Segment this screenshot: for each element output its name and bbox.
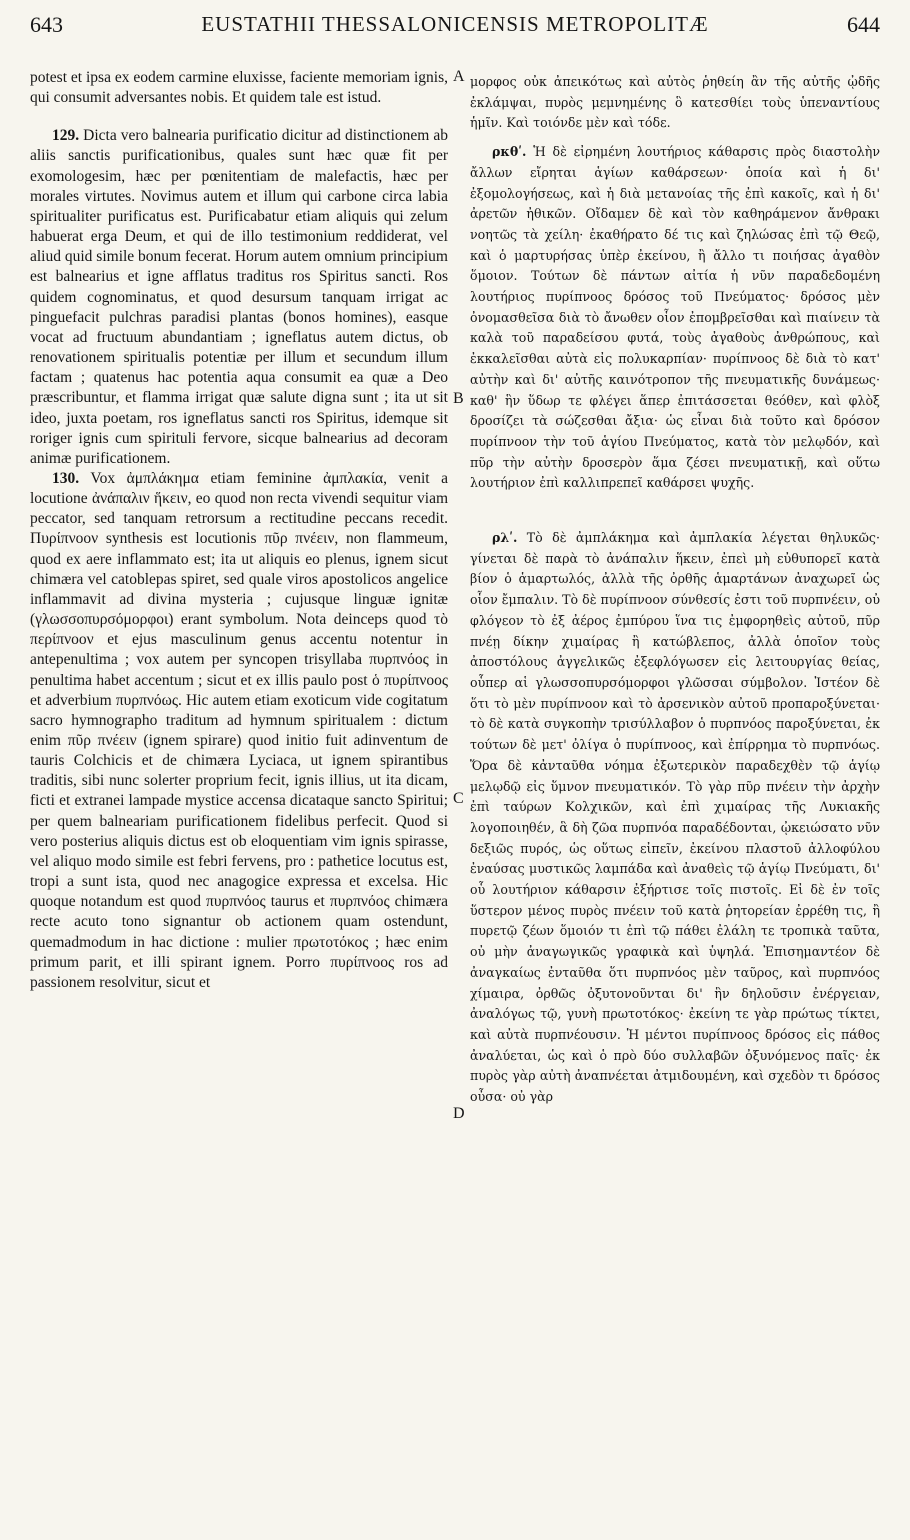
- latin-paragraph-text: Dicta vero balnearia purificatio dicitur ad distinctionem ab aliis sanctis purificationibus, quales sunt hæc quæ fit per exomologesim, hæc per pœnitentiam de malefactis, hæc per morales virtutes. Novimus autem et illum qui carbone circa labia spiritualiter purificatus est. Purificabatur etiam aliquis qui zelum habuerat erga Deum, et qui de illo testimonium reddiderat, vel aliud quid simile bonum fecerat. Horum autem omnium principium est balnearius et igne afflatus traditus ros Spiritus sancti. Ros quidem cognominatus, et quod desursum tanquam irrigat ac pinguefacit pulchras paradisi plantas (bonos homines), easque vocat ad fructuum abundantiam ; igneflatus autem dictus, ob renovationem spiritualis potentiæ per illum et secundum illum factam ; quatenus hac potentia aqua consumit ea quæ a Deo præscribuntur, et flamma irrigat quæ salute digna sunt ; ita ut sit ideo, juxta poetam, ros igneflatus sancti ros Spiritus, idemque sit roriger ignis cum spirituli fervore, sicque balnearius ad decoram animæ purificationem.: [30, 127, 449, 467]
- latin-paragraph-text: Vox ἀμπλάκημα etiam feminine ἀμπλακία, venit a locutione ἀνάπαλιν ἥκειν, eo quod non recta vivendi sequitur viam peccator, sed tanquam retrorsum a rectitudine peccans recedit. Πυρίπνοον synthesis est locutionis πῦρ πνέειν, non flammeum, quod ex aere inflammato est; ita ut aliquis eo plenus, ignem sicut chimæra vel catoblepas spiret, sed quale viros apostolicos angelice inflammavit ad divina mysteria ; cujusque linguæ ignitæ (γλωσσοπυρσόμορφοι) erant symbolum. Nota deinceps quod τὸ περίπνοον et ejus masculinum genus accentu notentur in antepenultima ; vox autem per syncopen trisyllaba πυρπνόος in penultima habet accentum ; sicut et ex illis paulo post ὁ πυρίπνοος et adverbium πυρπνόως. Hic autem etiam exoticum vide cogitatum sacro hymnographo traditum ad hymnum spiritualem : dictum enim πῦρ πνέειν (ignem spirare) quod initio fuit adinventum de tauris Colchicis et de chimæra Lyciaca, ut ignem spirantibus traditis, sibi nunc solerter proprium fecit, ignis illius, ut ita dicam, ficti et extranei lampade mystice accensa dicataque sancto Spiritui; per quem balneariam purificationem fidelibus perfecit. Quod si vero posterius aliquis dictus est ob eloquentiam vim ignis spirasse, vel aliquo modo simile est febri fervens, pro : pathetice locutus est, tropi a sunt ista, quod nec anagogice expressa et excelsa. Hic quoque notandum est quod πυρπνόος taurus et πυρπνόος chimæra recte acuto tono signantur ob actionem quam ostendunt, quemadmodum in hac dictione : mulier πρωτοτόκος ; hæc enim primum parit, et illi spirant ignem. Porro πυρίπνοος ros ad passionem resolvitur, sicut et: [30, 469, 448, 991]
- greek-paragraph: μορφος οὐκ ἀπεικότως καὶ αὐτὸς ῥηθείη ἂν τῆς αὐτῆς ᾠδῆς ἐκλάμψαι, πυρὸς μεμνημένης ὃ κατεσθίει τοὺς ὑπεναντίους ἡμῖν. Καὶ τοιόνδε μὲν καὶ τόδε.: [470, 74, 880, 131]
- latin-paragraph-129: [30, 126, 448, 469]
- greek-paragraph-text: Τὸ δὲ ἀμπλάκημα καὶ ἀμπλακία λέγεται θηλυκῶς· γίνεται δὲ παρὰ τὸ ἀνάπαλιν ἥκειν, ἐπεὶ μὴ εὐθυπορεῖ κατὰ βίον ὁ ἁμαρτωλός, ἀλλὰ τῆς ὀρθῆς ἁμαρτάνων ἀναχωρεῖ ὡς οἷον ἔμπαλιν. Τὸ δὲ πυρίπνοον σύνθεσίς ἐστι τοῦ πυρπνέειν, οὐ φλόγεον τὸ ἐξ ἀέρος ἐμπύρου ἵνα τις ἐμφορηθεὶς αὐτοῦ, πῦρ πνέῃ δίκην χιμαίρας ἢ κατώβλεπος, ἀλλὰ ὁποῖον τοὺς ἀποστόλους ἀγγελικῶς ἐξεφλόγωσεν εἰς λειτουργίας θείας, οὗπερ αἱ γλωσσοπυρσόμορφοι γλῶσσαι σύμβολον. Ἰστέον δὲ ὅτι τὸ μὲν πυρίπνοον καὶ τὸ ἀρσενικὸν αὐτοῦ προπαροξύνεται· τὸ δὲ κατὰ συγκοπὴν τρισύλλαβον ὁ πυρπνόος παροξύνεται, ἐκ τούτων δὲ μετ' ὀλίγα ὁ πυρίπνοος, καὶ ἐπίρρημα τὸ πυρπνόως. Ὅρα δὲ κἀνταῦθα νόημα ἐξωτερικὸν παραδεχθὲν τῷ ἁγίῳ μελῳδῷ εἰς ὕμνον πνευματικόν. Τὸ γὰρ πῦρ πνέειν τὴν ἀρχὴν ἐπὶ ταύρων Κολχικῶν, καὶ ἐπὶ χιμαίρας τῆς Λυκιακῆς λογοποιηθέν, ἃ δὴ ζῶα πυρπνόα παραδέδονται, ᾠκειώσατο νῦν δεξιῶς πυρός, ὡς οὕτως εἰπεῖν, ἐκείνου πλαστοῦ ἀλλοφύλου ἐναύσας μυστικῶς λαμπάδα καὶ ἀναθεὶς τῷ ἁγίῳ Πνεύματι, δι' οὗ λουτήριον κάθαρσιν ἐξήρτισε τοῖς πιστοῖς. Εἰ δὲ ἐν τοῖς ὕστερον μένος πυρὸς πνέειν τοῦ κατὰ ῥητορείαν ἐρρέθη τις, ἢ πυρετῷ ζέων ὅμοιόν τι ἐπὶ τῷ πάθει ἐλάλη τε τροπικὰ ταῦτα, οὐ μὴν ἀναγωγικῶς γραφικὰ καὶ ὑψηλά. Ἐπισημαντέον δὲ ἀναγκαίως ἐνταῦθα ὅτι πυρπνόος μὲν ταῦρος, καὶ πυρπνόος χίμαιρα, ὀρθῶς ὀξυτονοῦνται δι' ἣν δηλοῦσιν ἐνέργειαν, ἀναλόγως τῷ, γυνὴ πρωτοτόκος· ἐκείνη τε γὰρ πρώτως τίκτει, καὶ αὐτὰ πυρπνέουσιν. Ἡ μέντοι πυρίπνοος δρόσος εἰς πάθος ἀναλύεται, ὡς καὶ ὁ πρὸ δύο συλλαβῶν ὀξυνόμενος παῖς· ἐκ πυρὸς γὰρ αὐτὴ ἀναπνέεται ἀτμιδουμένη, καὶ σχεδὸν τι δρόσος οὖσα· οὐ γὰρ: [470, 530, 880, 1105]
- page-header: [30, 6, 880, 42]
- margin-marker-d: D: [453, 1105, 465, 1122]
- section-number: ρλʹ.: [492, 530, 518, 546]
- section-number: ρκθʹ.: [492, 144, 527, 160]
- running-title: EUSTATHII THESSALONICENSIS METROPOLITÆ: [201, 12, 709, 36]
- greek-column: [470, 72, 880, 1108]
- margin-marker-a: A: [453, 68, 465, 85]
- section-number: 130.: [52, 469, 80, 487]
- latin-paragraph-130: [30, 469, 448, 993]
- margin-marker-b: B: [453, 390, 464, 407]
- margin-marker-c: C: [453, 790, 464, 807]
- page-number-left: 643: [30, 12, 63, 37]
- latin-paragraph: potest et ipsa ex eodem carmine eluxisse, faciente memoriam ignis, qui consumit adversantes nobis. Et quidem tale est istud.: [30, 69, 448, 107]
- latin-column: [30, 68, 448, 993]
- section-number: 129.: [52, 127, 80, 145]
- greek-paragraph-text: Ἡ δὲ εἰρημένη λουτήριος κάθαρσις πρὸς διαστολὴν ἄλλων εἴρηται ἁγίων καθάρσεων· ὁποία καὶ ἡ δι' ἐξομολογήσεως, καὶ ἡ διὰ μετανοίας τῆς ἐπὶ κακοῖς, καὶ ἡ δι' ἀρετῶν ἠθικῶν. Οἴδαμεν δὲ καὶ τὸν καθηράμενον ἄνθρακι νοητῶς τὰ χείλη· ἐκαθήρατο δέ τις καὶ ζηλώσας ἐπὶ τῷ Θεῷ, καὶ ὁ μαρτυρήσας ὑπὲρ ἐκείνου, ἢ ἄλλο τι ποιήσας ἀγαθὸν ὅμοιον. Τούτων δὲ πάντων αἰτία ἡ νῦν παραδεδομένη λουτήριος πυρίπνοος δρόσος τοῦ Πνεύματος· δρόσος μὲν ὀνομασθεῖσα διὰ τὸ ἄνωθεν οἷον ἐπομβρεῖσθαι καὶ πιαίνειν τὰ καλὰ τοῦ παραδείσου φυτά, τοὺς ἀγαθοὺς ἀνθρώπους, καὶ ἐκκαλεῖσθαι αὐτὰ εἰς πολυκαρπίαν· πυρίπνοος δὲ διὰ τὸ κατ' αὐτὴν καὶ δι' αὐτῆς καινότροπον τῆς πνευματικῆς δυνάμεως· καθ' ἣν ὕδωρ τε φλέγει ἅπερ ἐπιτάσσεται θεόθεν, καὶ φλὸξ δροσίζει τὰ σώζεσθαι ἄξια· ὡς εἶναι διὰ τοῦτο καὶ δρόσον πυρίπνοον τὴν τοῦ ἁγίου Πνεύματος, κατὰ τὸν μελῳδόν, καὶ πῦρ τὴν αὐτὴν δροσερὸν ἅμα ζέσει πνευματικῇ, καὶ οὕτω λουτήριον ἐπὶ καλλιπρεπεῖ καθάρσει ψυχῆς.: [470, 144, 880, 491]
- greek-paragraph-129: [470, 142, 880, 494]
- page-number-right: 644: [847, 12, 880, 37]
- greek-paragraph-130: [470, 528, 880, 1108]
